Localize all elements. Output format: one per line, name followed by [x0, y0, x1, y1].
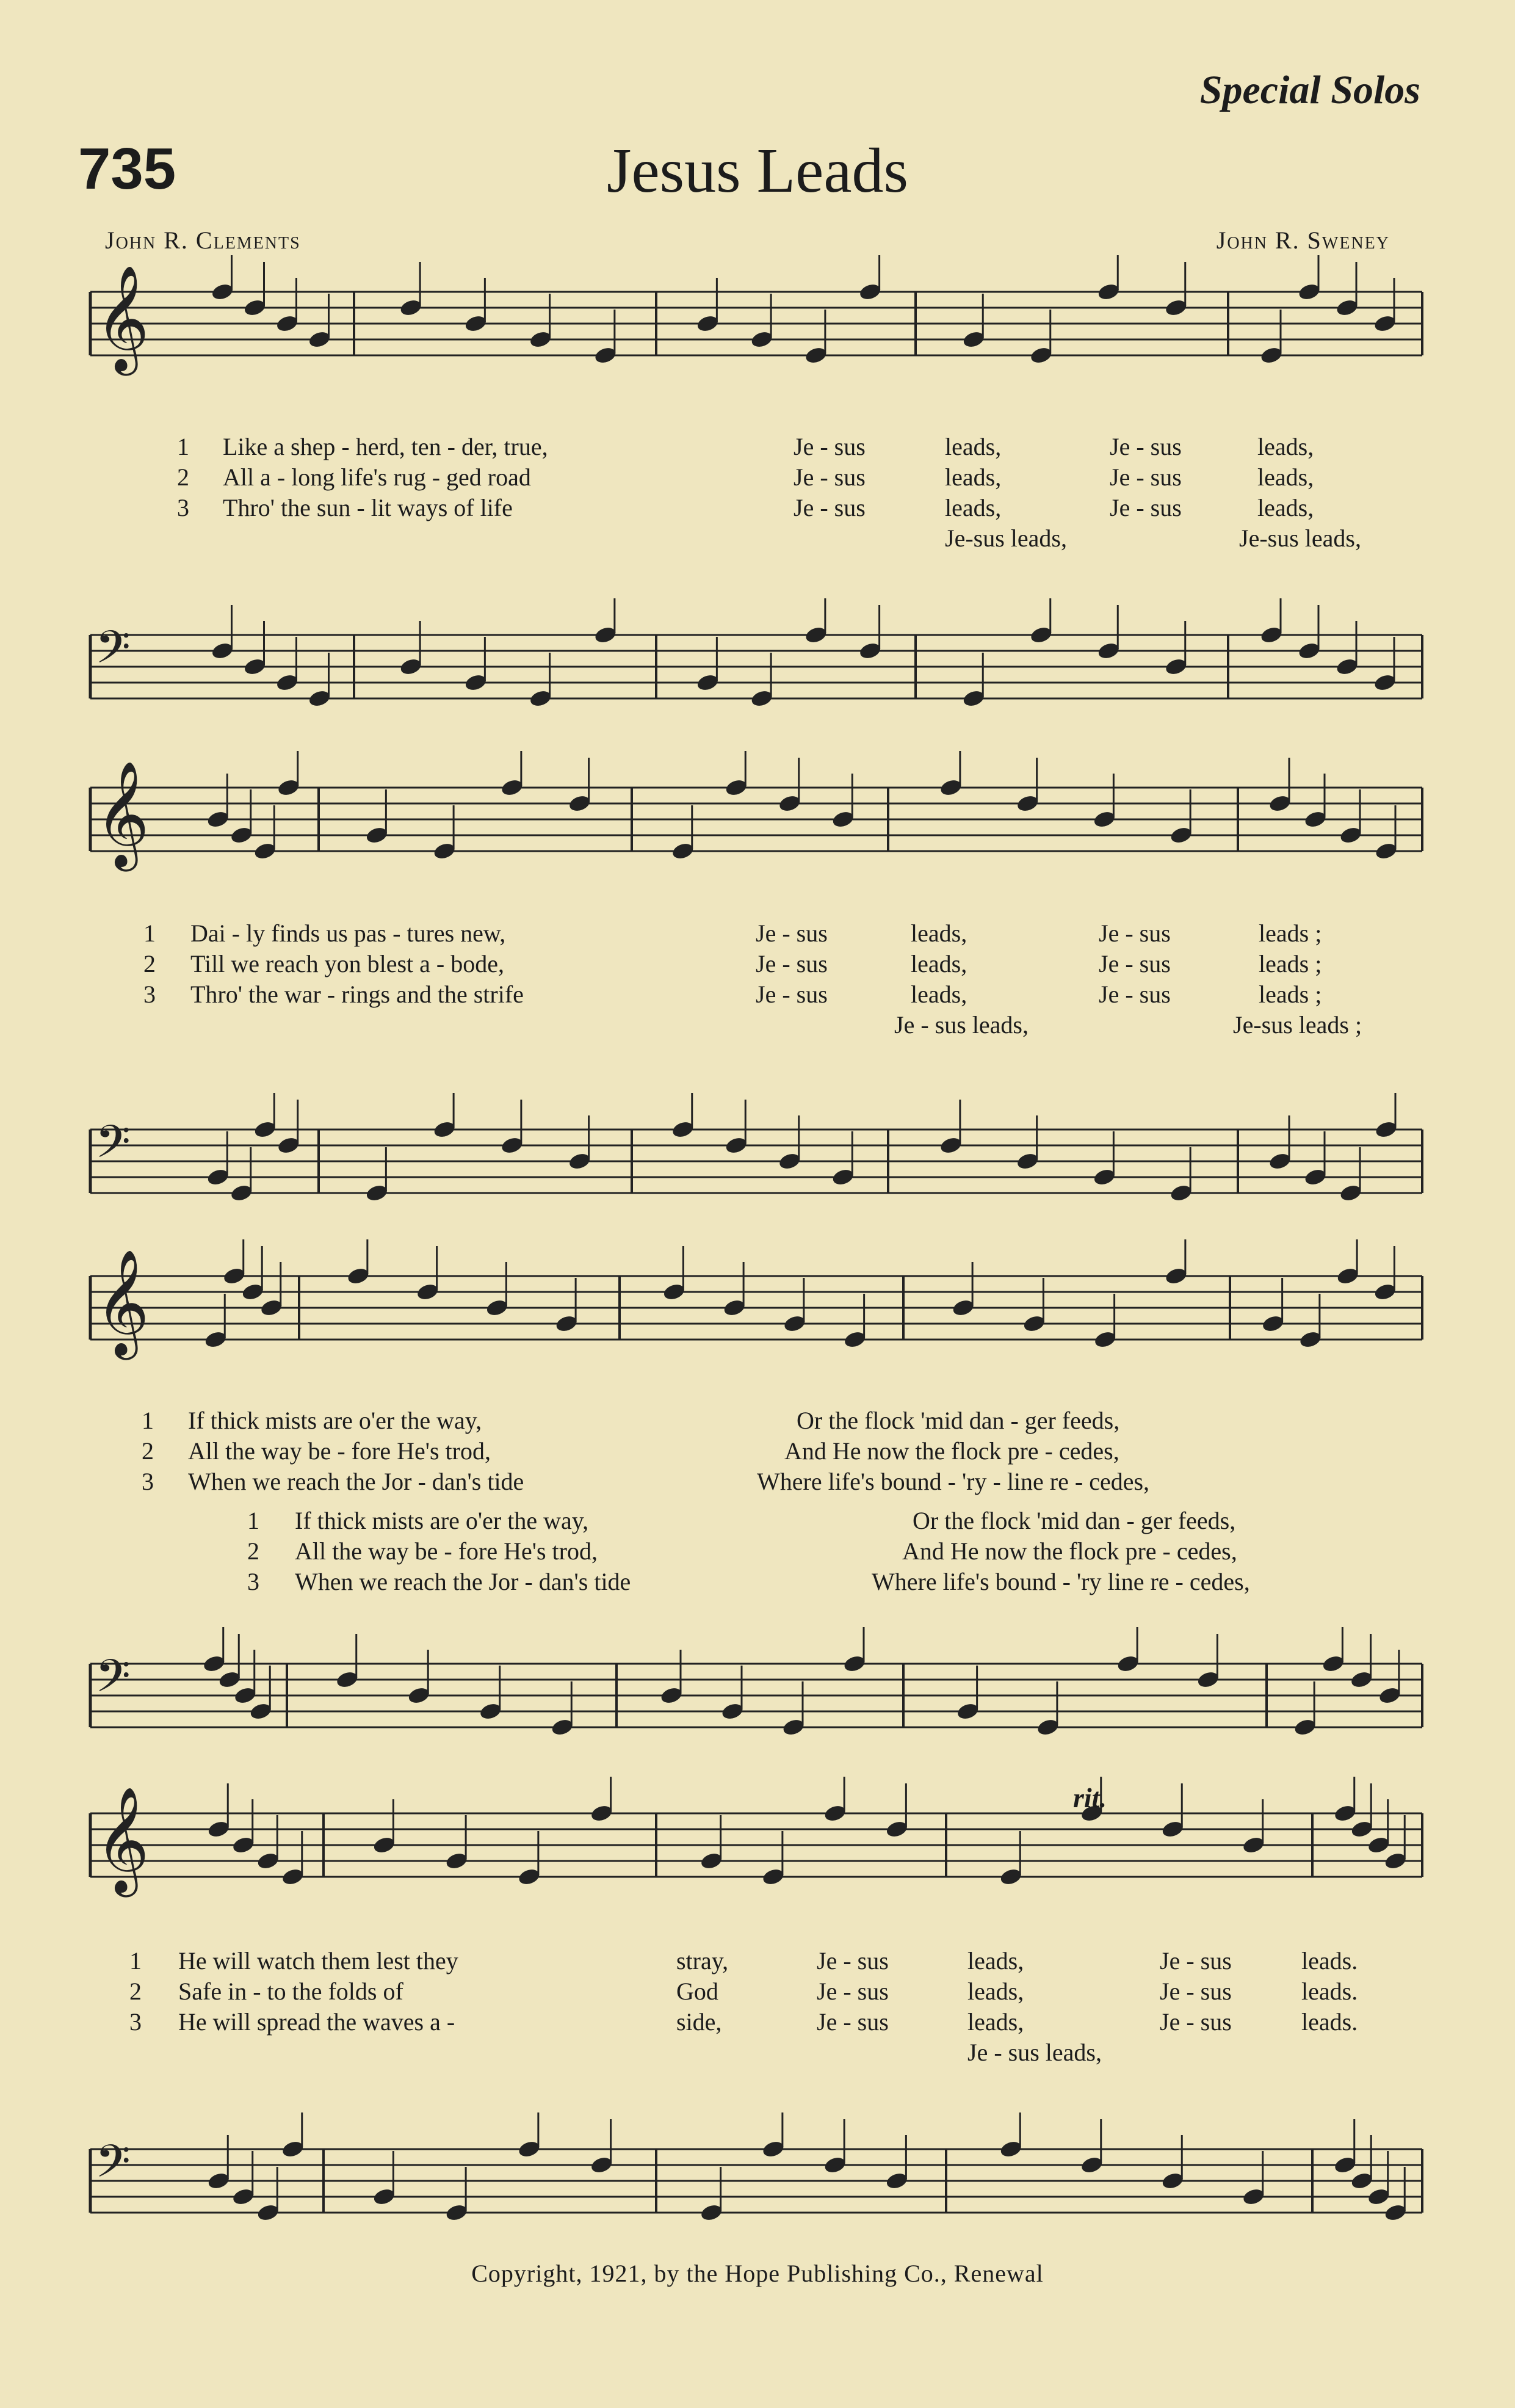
- verse-text: And He now the flock pre - cedes,: [784, 1437, 1119, 1465]
- treble-clef-icon: 𝄞: [95, 761, 150, 867]
- hymn-title: Jesus Leads: [607, 136, 908, 206]
- verse-text: Where life's bound - 'ry - line re - cedes,: [757, 1468, 1150, 1495]
- verse-text: When we reach the Jor - dan's tide: [295, 1568, 631, 1595]
- lyricist-credit: John R. Clements: [105, 227, 301, 254]
- verse-text: leads,: [967, 2008, 1024, 2036]
- verse-text: leads.: [1301, 1947, 1358, 1975]
- verse-text: Je - sus: [756, 919, 828, 947]
- treble-staff: [0, 255, 1515, 414]
- verse-text: Till we reach yon blest a - bode,: [190, 950, 504, 977]
- verse-text: leads ;: [1259, 919, 1322, 947]
- verse-text: All the way be - fore He's trod,: [295, 1537, 598, 1565]
- verse-text: All the way be - fore He's trod,: [188, 1437, 491, 1465]
- bass-clef-icon: 𝄢: [95, 621, 131, 685]
- verse-text: Safe in - to the folds of: [178, 1978, 403, 2005]
- verse-text: Where life's bound - 'ry line re - cedes,: [872, 1568, 1250, 1595]
- verse-text: leads,: [967, 1947, 1024, 1975]
- verse-text: Je - sus: [1099, 981, 1171, 1008]
- verse-text: Thro' the war - rings and the strife: [190, 981, 524, 1008]
- verse-text: All a - long life's rug - ged road: [223, 463, 531, 491]
- verse-text: leads,: [1257, 494, 1314, 521]
- treble-staff: [0, 751, 1515, 910]
- verse-num: 1: [247, 1507, 259, 1534]
- verse-text: Je - sus: [1110, 463, 1182, 491]
- treble-clef-icon: 𝄞: [95, 265, 150, 371]
- bass-staff: [0, 1093, 1515, 1252]
- verse-text: side,: [676, 2008, 722, 2036]
- verse-text: He will spread the waves a -: [178, 2008, 455, 2036]
- verse-text: Or the flock 'mid dan - ger feeds,: [913, 1507, 1236, 1534]
- verse-text: He will watch them lest they: [178, 1947, 458, 1975]
- verse-text: Like a shep - herd, ten - der, true,: [223, 433, 548, 460]
- verse-block-2: [0, 919, 1515, 1041]
- verse-block-3-lower: [0, 1506, 1515, 1598]
- verse-text: Je - sus: [817, 2008, 889, 2036]
- verse-text: leads,: [911, 919, 967, 947]
- verse-num: 3: [129, 2008, 142, 2036]
- verse-text: leads,: [1257, 463, 1314, 491]
- verse-num: 1: [143, 919, 156, 947]
- bass-clef-icon: 𝄢: [95, 2135, 131, 2199]
- verse-text: Dai - ly finds us pas - tures new,: [190, 919, 506, 947]
- verse-num: 3: [143, 981, 156, 1008]
- verse-text: Je - sus: [794, 494, 866, 521]
- verse-text: Je - sus: [1160, 2008, 1232, 2036]
- verse-text: Je - sus: [1110, 433, 1182, 460]
- verse-num: 1: [142, 1407, 154, 1434]
- verse-text: leads,: [945, 494, 1002, 521]
- verse-text: leads,: [945, 463, 1002, 491]
- bass-staff: [0, 2112, 1515, 2271]
- verse-text: Je - sus: [794, 433, 866, 460]
- verse-text: leads ;: [1259, 981, 1322, 1008]
- verse-text: Je - sus: [817, 1978, 889, 2005]
- verse-text: stray,: [676, 1947, 729, 1975]
- verse-text: If thick mists are o'er the way,: [295, 1507, 589, 1534]
- bass-staff: [0, 1627, 1515, 1786]
- verse-num: 2: [143, 950, 156, 977]
- verse-num: 2: [142, 1437, 154, 1465]
- verse-text: When we reach the Jor - dan's tide: [188, 1468, 524, 1495]
- verse-num: 1: [129, 1947, 142, 1975]
- verse-text: leads,: [1257, 433, 1314, 460]
- verse-num: 1: [177, 433, 189, 460]
- verse-block-1: [0, 432, 1515, 554]
- echo-text: Je-sus leads,: [1239, 524, 1361, 552]
- verse-text: Je - sus: [756, 950, 828, 977]
- verse-text: If thick mists are o'er the way,: [188, 1407, 482, 1434]
- copyright-notice: Copyright, 1921, by the Hope Publishing Co., Renewal: [471, 2260, 1044, 2287]
- treble-clef-icon: 𝄞: [95, 1786, 150, 1893]
- verse-text: leads.: [1301, 2008, 1358, 2036]
- section-label: Special Solos: [1199, 68, 1420, 112]
- composer-credit: John R. Sweney: [1216, 227, 1390, 254]
- verse-text: Thro' the sun - lit ways of life: [223, 494, 513, 521]
- verse-num: 3: [177, 494, 189, 521]
- echo-text: Je-sus leads ;: [1233, 1011, 1362, 1039]
- verse-block-4: [0, 1946, 1515, 2069]
- verse-text: God: [676, 1978, 718, 2005]
- verse-num: 2: [129, 1978, 142, 2005]
- verse-text: Je - sus: [1160, 1978, 1232, 2005]
- verse-text: leads ;: [1259, 950, 1322, 977]
- verse-text: leads.: [1301, 1978, 1358, 2005]
- verse-block-3: [0, 1406, 1515, 1498]
- ritardando-mark: rit.: [1073, 1782, 1107, 1813]
- verse-text: leads,: [911, 981, 967, 1008]
- verse-text: leads,: [967, 1978, 1024, 2005]
- verse-num: 2: [247, 1537, 259, 1565]
- bass-staff: [0, 598, 1515, 757]
- verse-num: 3: [247, 1568, 259, 1595]
- verse-text: And He now the flock pre - cedes,: [902, 1537, 1237, 1565]
- verse-text: Je - sus: [817, 1947, 889, 1975]
- verse-text: Je - sus: [1110, 494, 1182, 521]
- verse-num: 3: [142, 1468, 154, 1495]
- echo-text: Je-sus leads,: [945, 524, 1067, 552]
- bass-clef-icon: 𝄢: [95, 1650, 131, 1714]
- hymn-number: 735: [78, 136, 176, 201]
- echo-text: Je - sus leads,: [967, 2039, 1102, 2066]
- verse-num: 2: [177, 463, 189, 491]
- verse-text: Je - sus: [1099, 919, 1171, 947]
- treble-staff: [0, 1239, 1515, 1398]
- verse-text: Or the flock 'mid dan - ger feeds,: [797, 1407, 1120, 1434]
- verse-text: Je - sus: [756, 981, 828, 1008]
- echo-text: Je - sus leads,: [894, 1011, 1029, 1039]
- treble-clef-icon: 𝄞: [95, 1249, 150, 1355]
- bass-clef-icon: 𝄢: [95, 1115, 131, 1180]
- verse-text: leads,: [911, 950, 967, 977]
- treble-staff: [0, 1777, 1515, 1935]
- verse-text: Je - sus: [1160, 1947, 1232, 1975]
- verse-text: leads,: [945, 433, 1002, 460]
- verse-text: Je - sus: [1099, 950, 1171, 977]
- verse-text: Je - sus: [794, 463, 866, 491]
